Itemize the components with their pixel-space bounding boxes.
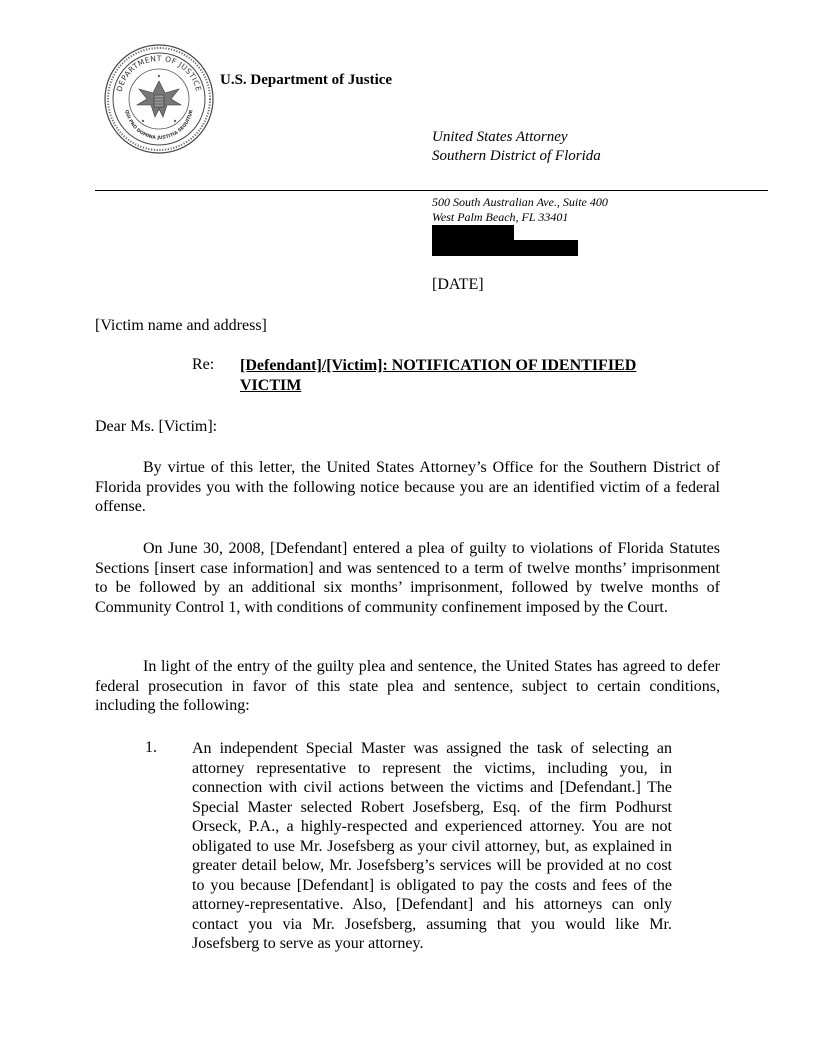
header-divider xyxy=(95,190,768,191)
seal-motto: QUI PRO DOMINA JUSTITIA SEQUITUR xyxy=(123,109,195,142)
office-block xyxy=(432,128,601,166)
office-title: United States Attorney xyxy=(432,129,568,145)
address-city: West Palm Beach, FL 33401 xyxy=(432,210,569,224)
paragraph-text: On June 30, 2008, [Defendant] entered a plea of guilty to violations of Florida Statutes Sections [insert case information] and was sentenced to a term of twelve months’ imprisonment to be followed by an additional six months’ imprisonment, followed by twelve months of Community Control 1, with conditions of community confinement imposed by the Court. xyxy=(95,540,720,616)
doj-seal-icon xyxy=(103,43,215,155)
paragraph-text: In light of the entry of the guilty plea and sentence, the United States has agreed to defer federal prosecution in favor of this state plea and sentence, subject to certain conditions, including the following: xyxy=(95,658,720,714)
body-paragraph xyxy=(95,539,720,617)
salutation: Dear Ms. [Victim]: xyxy=(95,418,218,435)
agency-name: U.S. Department of Justice xyxy=(220,72,393,88)
letter-date: [DATE] xyxy=(432,276,484,293)
office-address xyxy=(432,195,608,225)
list-item-text: An independent Special Master was assigned the task of selecting an attorney representative to represent the victims, including you, in connection with civil actions between the victims and [Defendant.] The Special Master selected Robert Josefsberg, Esq. of the firm Podhurst Orseck, P.A., a highly-respected and experienced attorney. You are not obligated to use Mr. Josefsberg as your civil attorney, but, as explained in greater detail below, Mr. Josefsberg’s services will be provided at no cost to you because [Defendant] is obligated to pay the costs and fees of the attorney-representative. Also, [Defendant] and his attorneys can only contact you via Mr. Josefsberg, assuming that you would like Mr. Josefsberg to serve as your attorney. xyxy=(192,740,672,952)
office-district: Southern District of Florida xyxy=(432,148,601,164)
address-street: 500 South Australian Ave., Suite 400 xyxy=(432,195,608,209)
re-subject: [Defendant]/[Victim]: NOTIFICATION OF IDENTIFIED VICTIM xyxy=(240,357,637,394)
redaction-bar xyxy=(432,225,514,241)
paragraph-text: By virtue of this letter, the United States Attorney’s Office for the Southern District of Florida provides you with the following notice because you are an identified victim of a federal offense. xyxy=(95,459,720,515)
recipient-address: [Victim name and address] xyxy=(95,317,267,334)
body-paragraph xyxy=(95,458,720,517)
seal-text: DEPARTMENT OF JUSTICE xyxy=(114,53,204,93)
redaction-bar xyxy=(432,240,578,256)
list-item-number: 1. xyxy=(145,739,157,756)
body-paragraph xyxy=(95,657,720,716)
svg-text:QUI PRO DOMINA JUSTITIA SEQUIT xyxy=(123,109,194,141)
re-label: Re: xyxy=(192,356,215,373)
